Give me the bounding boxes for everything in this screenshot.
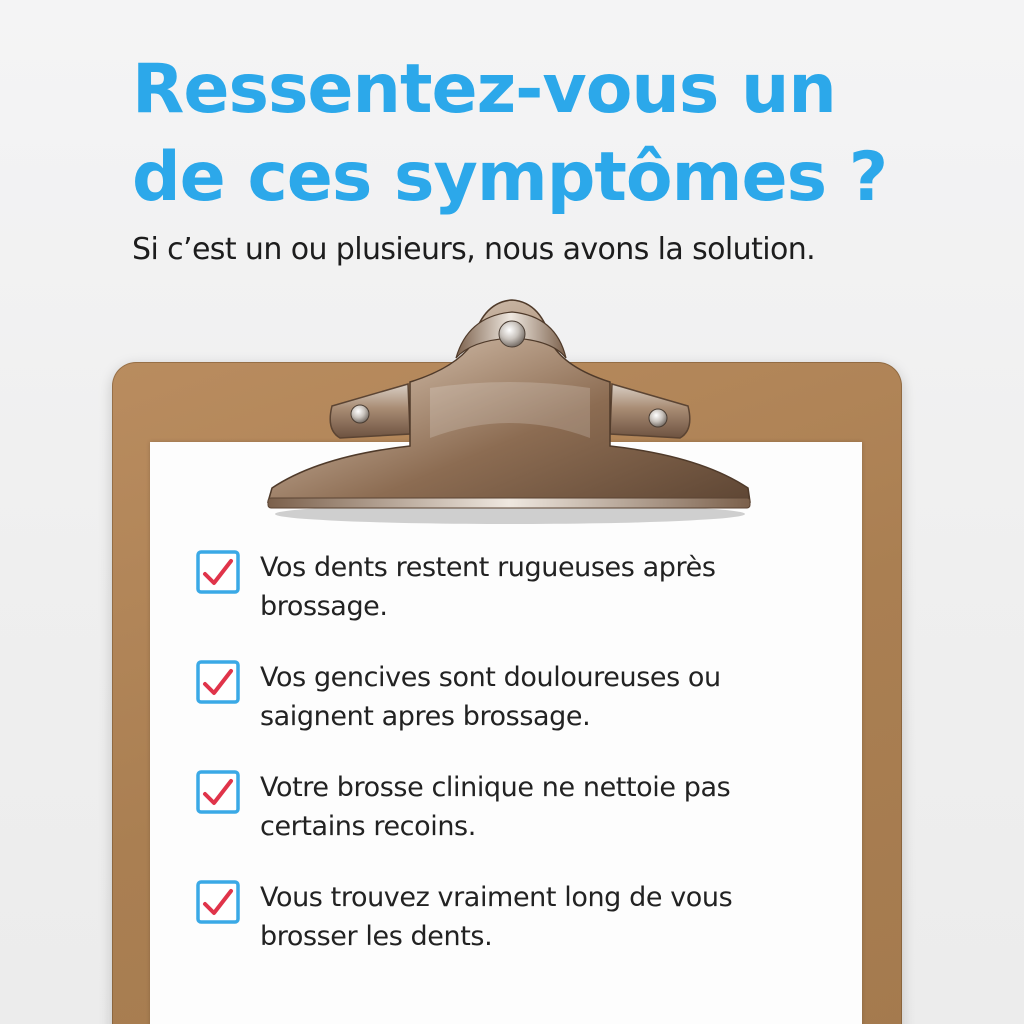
checklist-item [196,658,836,768]
checklist-item-text: Vous trouvez vraiment long de vous brosser les dents. [260,882,733,952]
headline [132,46,992,222]
checked-box-icon [196,880,240,924]
checked-box-icon [196,660,240,704]
checklist-item [196,768,836,878]
checked-box-icon [196,550,240,594]
headline-line-2: de ces symptômes ? [132,138,888,217]
checklist-item-text: Votre brosse clinique ne nettoie pas certains recoins. [260,772,731,842]
symptom-checklist [196,548,836,988]
checklist-item-text: Vos gencives sont douloureuses ou saignent apres brossage. [260,662,721,732]
checklist-item [196,878,836,988]
headline-line-1: Ressentez-vous un [132,50,836,129]
checked-box-icon [196,770,240,814]
checklist-item [196,548,836,658]
subtitle: Si c’est un ou plusieurs, nous avons la solution. [132,232,816,267]
clipboard-clip-icon [260,288,760,528]
checklist-item-text: Vos dents restent rugueuses après brossage. [260,552,716,622]
